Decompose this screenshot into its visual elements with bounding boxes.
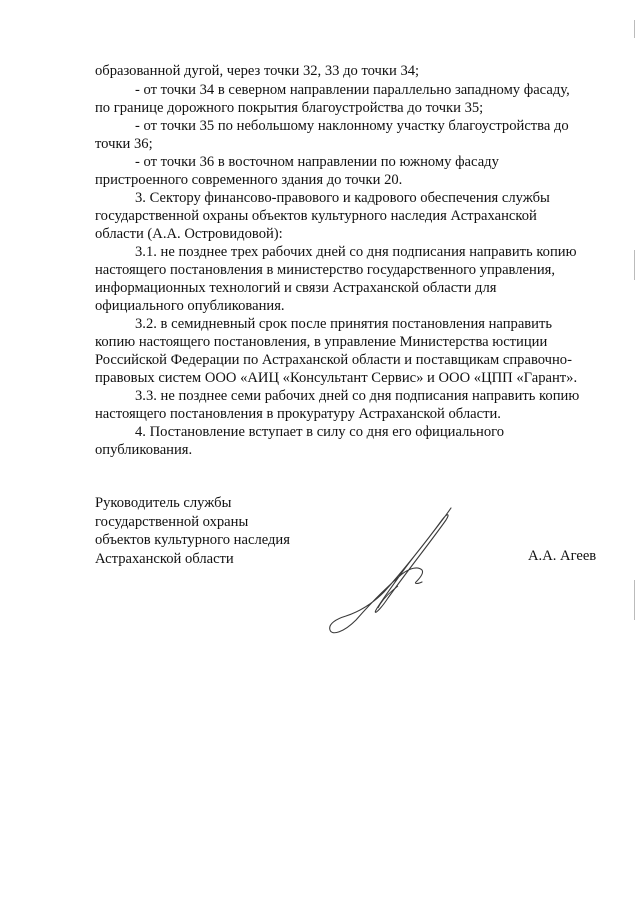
text-line: - от точки 36 в восточном направлении по южному фасаду: [135, 154, 499, 170]
signatory-title-line: Руководитель службы: [95, 495, 232, 511]
text-line: 3.1. не позднее трех рабочих дней со дня подписания направить копию: [135, 244, 577, 260]
text-line: Российской Федерации по Астраханской области и поставщикам справочно-: [95, 352, 572, 368]
text-line: настоящего постановления в прокуратуру Астраханской области.: [95, 406, 501, 422]
text-line: официального опубликования.: [95, 298, 285, 314]
text-line: правовых систем ООО «АИЦ «Консультант Сервис» и ООО «ЦПП «Гарант».: [95, 370, 578, 386]
text-line: - от точки 34 в северном направлении параллельно западному фасаду,: [135, 82, 570, 98]
signatory-name: А.А. Агеев: [528, 548, 597, 564]
text-line: 3.3. не позднее семи рабочих дней со дня подписания направить копию: [135, 388, 580, 404]
text-line: точки 36;: [95, 136, 153, 152]
signatory-title-line: государственной охраны: [95, 513, 249, 530]
signatory-title-line: Астраханской области: [95, 550, 234, 567]
text-line: копию настоящего постановления, в управление Министерства юстиции: [95, 334, 548, 350]
handwritten-signature: [318, 500, 468, 640]
scan-margin-mark: [634, 580, 635, 620]
scan-margin-mark: [634, 250, 635, 280]
text-line: области (А.А. Островидовой):: [95, 226, 283, 242]
text-line: опубликования.: [95, 442, 193, 458]
text-line: образованной дугой, через точки 32, 33 до точки 34;: [95, 63, 420, 79]
text-line: 3. Сектору финансово-правового и кадрового обеспечения службы: [135, 190, 550, 206]
text-line: по границе дорожного покрытия благоустройства до точки 35;: [95, 100, 484, 116]
text-line: 3.2. в семидневный срок после принятия постановления направить: [135, 316, 553, 332]
text-line: информационных технологий и связи Астраханской области для: [95, 280, 497, 296]
signatory-title: [95, 494, 290, 568]
text-line: - от точки 35 по небольшому наклонному участку благоустройства до: [135, 118, 569, 134]
scan-margin-mark: [634, 20, 635, 38]
text-line: 4. Постановление вступает в силу со дня его официального: [135, 424, 505, 440]
signatory-title-line: объектов культурного наследия: [95, 532, 290, 548]
text-line: настоящего постановления в министерство государственного управления,: [95, 262, 556, 278]
text-line: государственной охраны объектов культурного наследия Астраханской: [95, 208, 537, 224]
text-line: пристроенного современного здания до точки 20.: [95, 172, 403, 188]
